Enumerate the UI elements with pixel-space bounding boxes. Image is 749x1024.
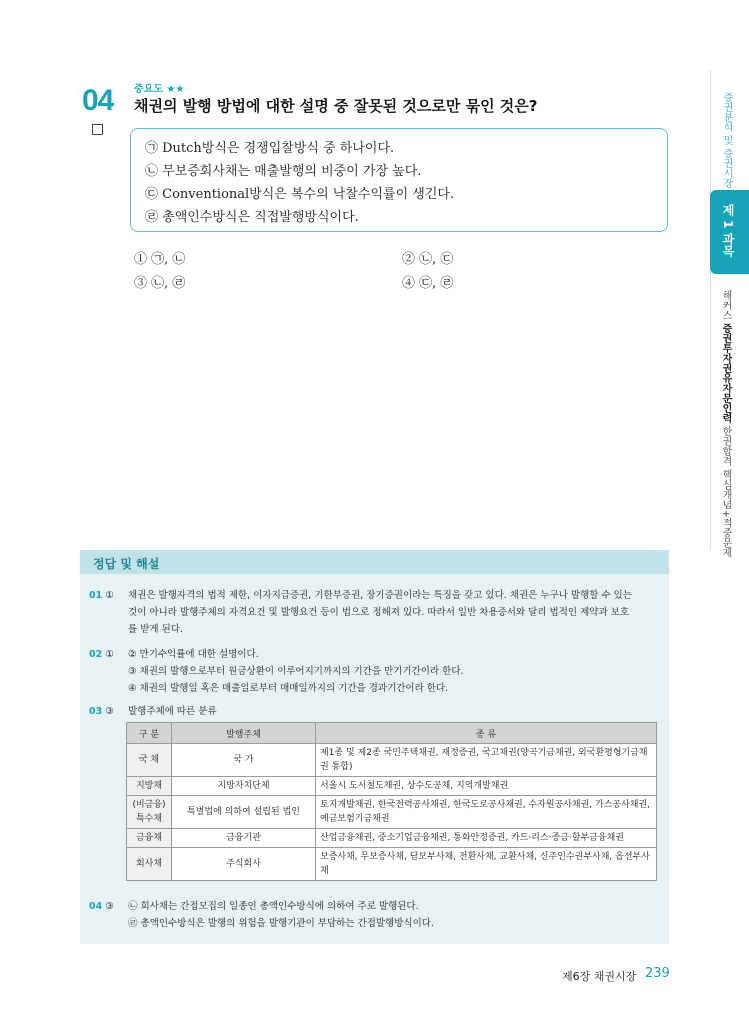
table-cell: 토지개발채권, 한국전력공사채권, 한국도로공사채권, 수자원공사채권, 가스공사채권, 예금보험기금채권 (316, 796, 657, 829)
statement-1: ㉠ Dutch방식은 경쟁입찰방식 중 하나이다. (145, 141, 395, 156)
answer-line: 채권은 발행자격의 법적 제한, 이자지급증권, 기한부증권, 장기증권이라는 특징을 갖고 있다. 채권은 누구나 발행할 수 있는 (128, 590, 633, 601)
table-header: 구 분 (127, 723, 172, 744)
answer-line: ④ 채권의 발행일 혹은 매출일로부터 매매일까지의 기간을 경과기간이라 한다. (128, 683, 449, 694)
side-book-title (718, 290, 733, 558)
table-cell: 금융채 (127, 829, 172, 848)
answer-02-num (89, 646, 114, 663)
table-row (127, 744, 657, 777)
answer-01-num (89, 587, 114, 604)
chapter-label: 제6장 채권시장 (562, 970, 637, 983)
question-number: 04 (82, 84, 114, 117)
table-header: 종 류 (316, 723, 657, 744)
answer-03-num (89, 703, 114, 720)
answer-line: ② 만기수익률에 대한 설명이다. (128, 649, 259, 660)
table-cell: 회사채 (127, 848, 172, 881)
answer-line: 를 받게 된다. (128, 624, 183, 635)
answer-choice: ③ (105, 706, 114, 717)
statement-4: ㉣ 총액인수방식은 직접발행방식이다. (145, 210, 359, 225)
answer-01-body (128, 587, 632, 638)
option-4[interactable]: ④ ㉢, ㉣ (402, 276, 454, 291)
statements-box (130, 128, 668, 232)
table-row (127, 848, 657, 881)
answers-header (80, 550, 669, 574)
answer-choice: ③ (105, 901, 114, 912)
table-cell: 주식회사 (172, 848, 316, 881)
table-cell: 제1종 및 제2종 국민주택채권, 재정증권, 국고채권(양곡기금채권, 외국환평형기금채권 통합) (316, 744, 657, 777)
table-cell: 국 가 (172, 744, 316, 777)
answer-line: ㉣ 총액인수방식은 발행의 위험을 발행기관이 부담하는 간접발행방식이다. (128, 918, 434, 929)
answer-04-body (128, 898, 434, 932)
answer-number: 04 (89, 901, 103, 912)
bond-classification-table (126, 722, 657, 881)
table-cell: 지방채 (127, 777, 172, 796)
table-cell: 서울시 도시철도채권, 상수도공채, 지역개발채권 (316, 777, 657, 796)
answer-choice: ① (105, 590, 114, 601)
answer-line: ③ 채권의 발행으로부터 원금상환이 이루어지기까지의 기간을 만기기간이라 한다. (128, 666, 464, 677)
option-3[interactable]: ③ ㉡, ㉣ (134, 276, 186, 291)
importance-text: 중요도 (134, 84, 163, 95)
table-header-row (127, 723, 657, 744)
option-2[interactable]: ② ㉡, ㉢ (402, 252, 454, 267)
table-cell: 산업금융채권, 중소기업금융채권, 통화안정증권, 카드·리스·종금·할부금융채권 (316, 829, 657, 848)
answers-title: 정답 및 해설 (93, 557, 160, 571)
side-divider (710, 70, 711, 550)
side-book-suffix: 한권합격 핵심개념+적중문제 (720, 426, 731, 558)
answer-03-text: 발행주체에 따른 분류 (128, 706, 217, 717)
table-row (127, 796, 657, 829)
table-row (127, 829, 657, 848)
side-book-bold: 증권투자권유자문인력 (720, 323, 731, 424)
side-subject-label: 증권분석 및 증권시장 (721, 92, 732, 189)
table-row (127, 777, 657, 796)
option-1[interactable]: ① ㉠, ㉡ (134, 252, 186, 267)
side-book-prefix: 해커스 (720, 290, 731, 320)
review-checkbox[interactable] (92, 124, 103, 135)
table-cell: 보증사채, 무보증사채, 담보부사채, 전환사채, 교환사채, 신주인수권부사채, 옵션부사채 (316, 848, 657, 881)
table-cell: 특별법에 의하여 설립된 법인 (172, 796, 316, 829)
question-text: 채권의 발행 방법에 대한 설명 중 잘못된 것으로만 묶인 것은? (134, 97, 538, 115)
side-tab-label: 제 1 과목 (721, 204, 735, 257)
answer-line: 것이 아니라 발행주체의 자격요건 및 발행요건 등이 법으로 정해져 있다. 따라서 일반 차용증서와 달리 법적인 제약과 보호 (128, 607, 630, 618)
table-cell: 국 채 (127, 744, 172, 777)
answer-choice: ① (105, 649, 114, 660)
answer-04-num (89, 898, 114, 915)
statement-2: ㉡ 무보증회사채는 매출발행의 비중이 가장 높다. (145, 164, 422, 179)
answer-02-body (128, 646, 464, 697)
table-header: 발행주체 (172, 723, 316, 744)
answer-line: ㉡ 회사채는 간접모집의 일종인 총액인수방식에 의하여 주로 발행된다. (128, 901, 419, 912)
answer-number: 02 (89, 649, 103, 660)
table-cell: 지방자치단체 (172, 777, 316, 796)
answer-number: 03 (89, 706, 103, 717)
answer-number: 01 (89, 590, 103, 601)
importance-label (134, 80, 184, 95)
table-cell: (비금융)특수채 (127, 796, 172, 829)
page-number: 239 (645, 966, 670, 981)
importance-stars: ★★ (166, 84, 185, 95)
statement-3: ㉢ Conventional방식은 복수의 낙찰수익률이 생긴다. (145, 187, 455, 202)
table-cell: 금융기관 (172, 829, 316, 848)
